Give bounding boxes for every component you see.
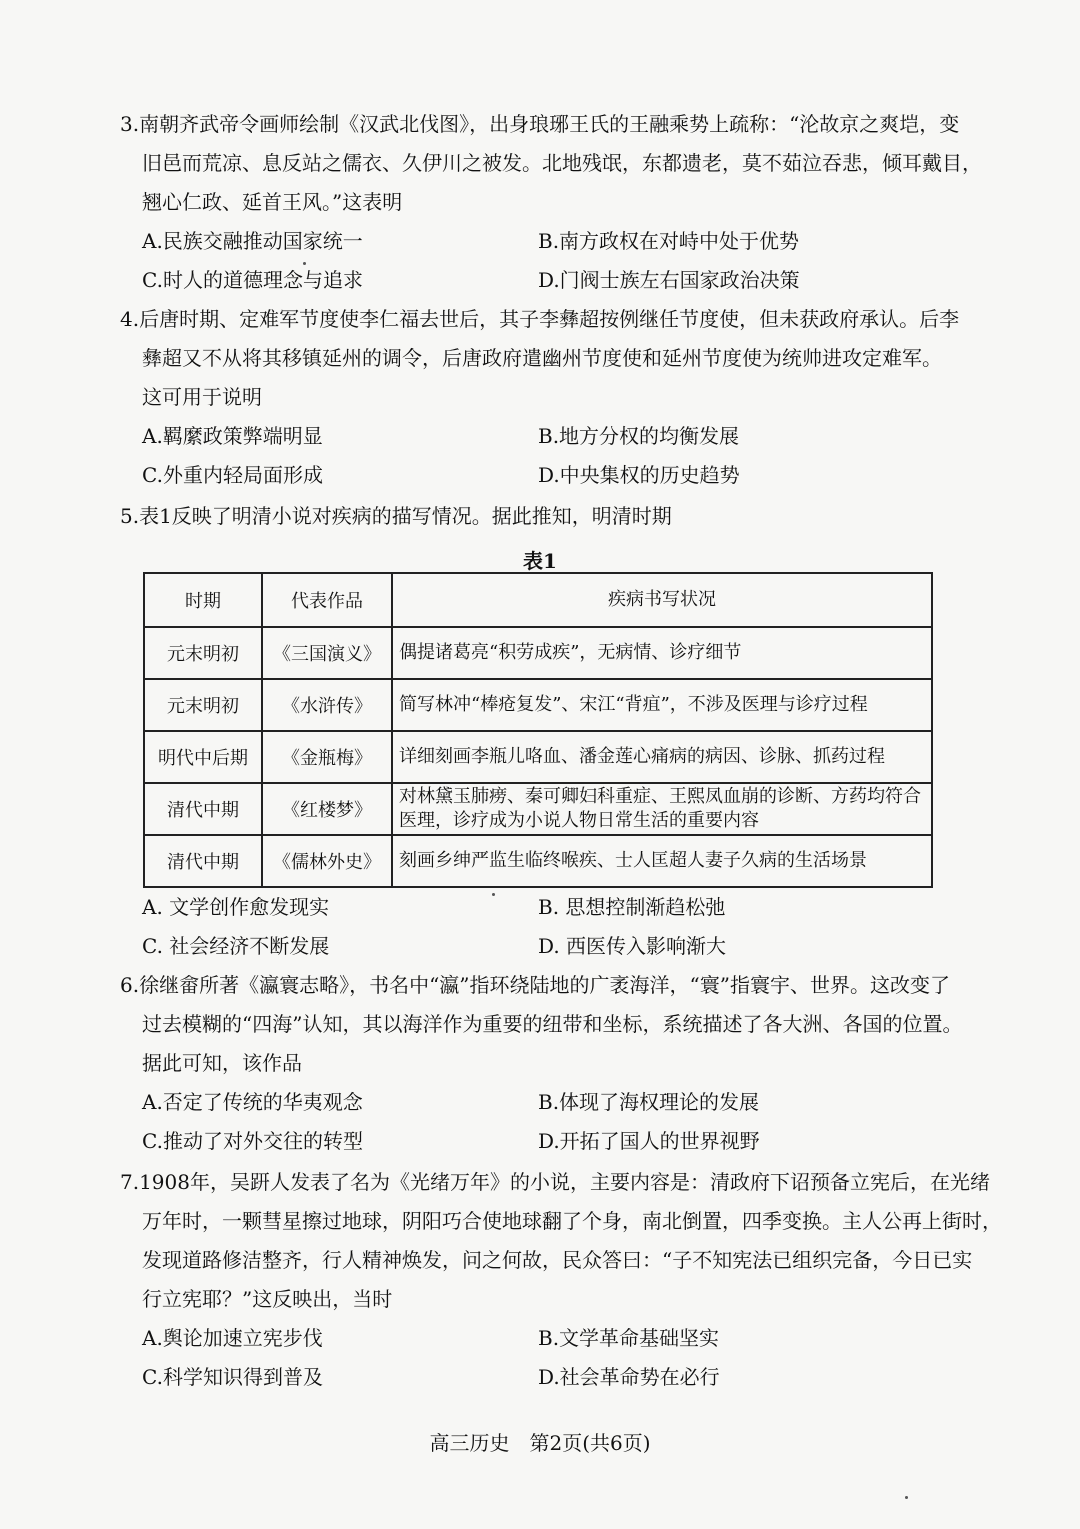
option-c: C.科学知识得到普及	[142, 1365, 323, 1389]
option-d: D.门阀士族左右国家政治决策	[538, 268, 800, 292]
stem-line: 4.后唐时期、定难军节度使李仁福去世后，其子李彝超按例继任节度使，但未获政府承认。后李	[120, 307, 960, 331]
option-d: D.中央集权的历史趋势	[538, 463, 740, 487]
cell-description: 详细刻画李瓶儿咯血、潘金莲心痛病的病因、诊脉、抓药过程	[392, 731, 932, 783]
stem-line: 行立宪耶？”这反映出，当时	[142, 1287, 393, 1311]
option-row	[120, 1319, 960, 1358]
header-description: 疾病书写状况	[392, 573, 932, 627]
question-stem	[120, 966, 963, 1083]
table-header-row	[144, 573, 932, 627]
table-row	[144, 679, 932, 731]
cell-period: 元末明初	[144, 679, 262, 731]
page-footer: 高三历史 第2页(共6页)	[429, 1431, 651, 1455]
stem-line: 据此可知，该作品	[142, 1051, 302, 1075]
option-b: B.体现了海权理论的发展	[538, 1090, 760, 1114]
cell-work: 《三国演义》	[262, 627, 392, 679]
table-row	[144, 835, 932, 887]
option-b: B.文学革命基础坚实	[538, 1326, 720, 1350]
question-stem	[120, 105, 982, 222]
stem-line: 彝超又不从将其移镇延州的调令，后唐政府遣幽州节度使和延州节度使为统帅进攻定难军。	[142, 346, 942, 370]
stem-line: 过去模糊的“四海”认知，其以海洋作为重要的纽带和坐标，系统描述了各大洲、各国的位置。	[142, 1012, 963, 1036]
option-c: C.外重内轻局面形成	[142, 463, 323, 487]
option-c: C. 社会经济不断发展	[142, 934, 330, 958]
cell-description: 偶提诸葛亮“积劳成疾”，无病情、诊疗细节	[392, 627, 932, 679]
question-5-options	[120, 888, 960, 966]
scan-speck	[492, 893, 495, 896]
table-caption: 表1	[523, 549, 557, 573]
cell-period: 明代中后期	[144, 731, 262, 783]
question-stem	[120, 497, 960, 536]
option-d: D.开拓了国人的世界视野	[538, 1129, 760, 1153]
option-a: A.否定了传统的华夷观念	[142, 1090, 363, 1114]
cell-period: 清代中期	[144, 835, 262, 887]
option-d: D.社会革命势在必行	[538, 1365, 720, 1389]
question-stem	[120, 1163, 1002, 1319]
option-d: D. 西医传入影响渐大	[538, 934, 727, 958]
option-a: A.舆论加速立宪步伐	[142, 1326, 323, 1350]
stem-line: 3.南朝齐武帝令画师绘制《汉武北伐图》，出身琅琊王氏的王融乘势上疏称：“沦故京之爽垲，变	[120, 112, 960, 136]
cell-work: 《水浒传》	[262, 679, 392, 731]
option-row	[120, 261, 960, 300]
option-a: A.羁縻政策弊端明显	[142, 424, 323, 448]
cell-period: 元末明初	[144, 627, 262, 679]
question-6	[120, 966, 963, 1161]
option-row	[120, 1083, 960, 1122]
question-stem	[120, 300, 960, 417]
cell-description: 简写林冲“棒疮复发”、宋江“背疽”，不涉及医理与诊疗过程	[392, 679, 932, 731]
option-a: A.民族交融推动国家统一	[142, 229, 363, 253]
option-row	[120, 927, 960, 966]
scan-speck	[905, 1496, 908, 1499]
option-row	[120, 1358, 960, 1397]
option-b: B. 思想控制渐趋松弛	[538, 895, 726, 919]
stem-line: 万年时，一颗彗星擦过地球，阴阳巧合使地球翻了个身，南北倒置，四季变换。主人公再上街时，	[142, 1209, 1002, 1233]
option-a: A. 文学创作愈发现实	[142, 895, 330, 919]
cell-work: 《金瓶梅》	[262, 731, 392, 783]
table-row	[144, 783, 932, 835]
stem-line: 6.徐继畲所著《瀛寰志略》，书名中“瀛”指环绕陆地的广袤海洋，“寰”指寰宇、世界。这改变了	[120, 973, 950, 997]
option-row	[120, 888, 960, 927]
option-c: C.时人的道德理念与追求	[142, 268, 363, 292]
scan-speck	[303, 262, 306, 265]
stem-line: 翘心仁政、延首王风。”这表明	[142, 190, 403, 214]
cell-description: 对林黛玉肺痨、秦可卿妇科重症、王熙凤血崩的诊断、方药均符合医理，诊疗成为小说人物日常生活的重要内容	[392, 783, 932, 835]
stem-line: 发现道路修洁整齐，行人精神焕发，问之何故，民众答曰：“子不知宪法已组织完备，今日已实	[142, 1248, 973, 1272]
question-3	[120, 105, 982, 300]
cell-description: 刻画乡绅严监生临终喉疾、士人匡超人妻子久病的生活场景	[392, 835, 932, 887]
stem-line: 7.1908年，吴趼人发表了名为《光绪万年》的小说，主要内容是：清政府下诏预备立宪后，在光绪	[120, 1170, 990, 1194]
option-b: B.地方分权的均衡发展	[538, 424, 740, 448]
header-work: 代表作品	[262, 573, 392, 627]
option-row	[120, 1122, 960, 1161]
cell-work: 《红楼梦》	[262, 783, 392, 835]
option-row	[120, 456, 960, 495]
stem-line: 旧邑而荒凉、息反站之儒衣、久伊川之被发。北地残氓，东都遗老，莫不茹泣吞悲，倾耳戴目，	[142, 151, 982, 175]
question-5	[120, 497, 960, 536]
table-row	[144, 627, 932, 679]
cell-work: 《儒林外史》	[262, 835, 392, 887]
disease-table	[143, 572, 933, 888]
question-4	[120, 300, 960, 495]
stem-line: 这可用于说明	[142, 385, 262, 409]
question-7	[120, 1163, 1002, 1397]
cell-period: 清代中期	[144, 783, 262, 835]
option-b: B.南方政权在对峙中处于优势	[538, 229, 800, 253]
stem-line: 5.表1反映了明清小说对疾病的描写情况。据此推知，明清时期	[120, 504, 672, 528]
option-c: C.推动了对外交往的转型	[142, 1129, 363, 1153]
header-period: 时期	[144, 573, 262, 627]
option-row	[120, 222, 960, 261]
option-row	[120, 417, 960, 456]
table-row	[144, 731, 932, 783]
